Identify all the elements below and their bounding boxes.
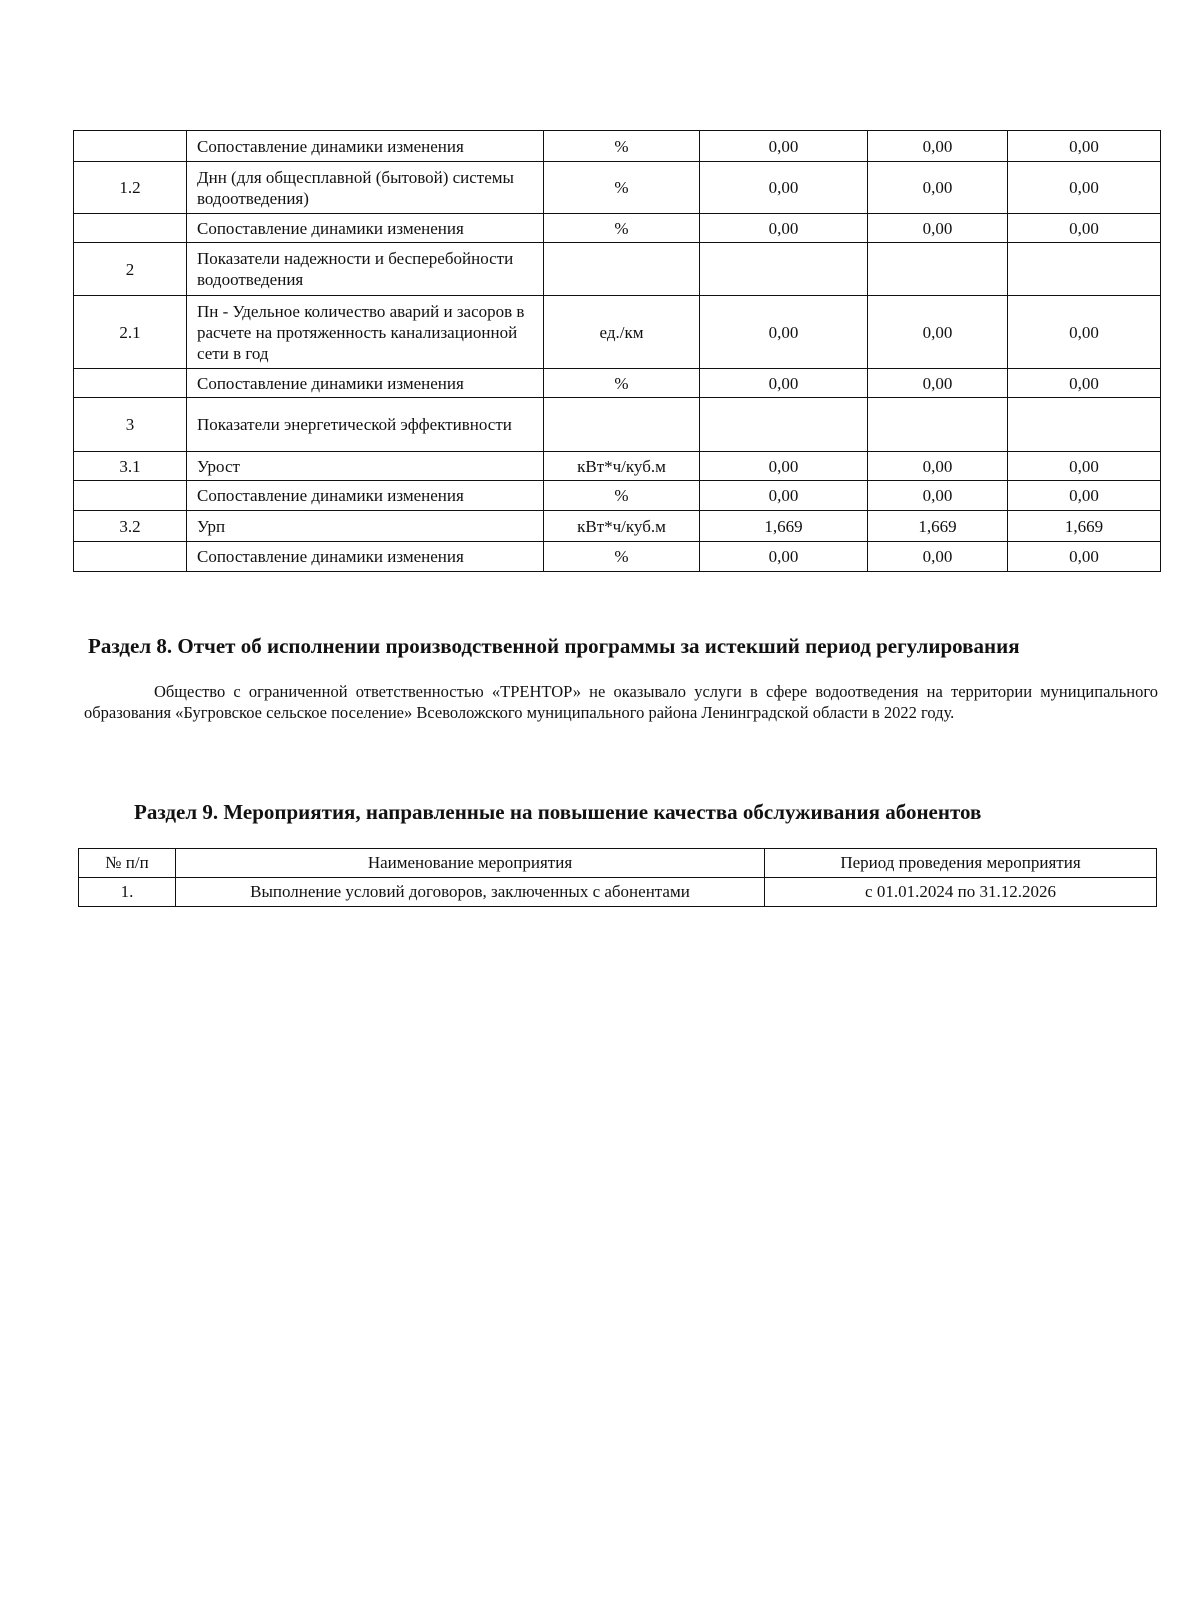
indicator-name: Сопоставление динамики изменения: [187, 369, 544, 398]
row-number: [74, 131, 187, 162]
value-cell: 0,00: [700, 542, 868, 572]
unit-cell: [544, 398, 700, 452]
table-row: [79, 878, 1157, 907]
table-row: [74, 452, 1161, 481]
unit-cell: %: [544, 131, 700, 162]
value-cell: 0,00: [1008, 131, 1161, 162]
value-cell: 0,00: [1008, 162, 1161, 214]
row-number: 2.1: [74, 296, 187, 369]
value-cell: 0,00: [868, 214, 1008, 243]
unit-cell: %: [544, 214, 700, 243]
table-row: [74, 481, 1161, 511]
value-cell: 1,669: [868, 511, 1008, 542]
table-row: [74, 296, 1161, 369]
row-number: [74, 481, 187, 511]
indicator-name: Показатели надежности и бесперебойности водоотведения: [187, 243, 544, 296]
value-cell: 0,00: [700, 369, 868, 398]
unit-cell: кВт*ч/куб.м: [544, 452, 700, 481]
value-cell: 0,00: [700, 481, 868, 511]
table-row: [74, 542, 1161, 572]
value-cell: 1,669: [1008, 511, 1161, 542]
value-cell: 0,00: [868, 542, 1008, 572]
value-cell: 0,00: [700, 452, 868, 481]
value-cell: 0,00: [868, 369, 1008, 398]
value-cell: [700, 243, 868, 296]
section-8-text: Общество с ограниченной ответственностью «ТРЕНТОР» не оказывало услуги в сфере водоотведения на территории муниципального образования «Бугровское сельское поселение» Всеволожского муниципального района Ленинградской области в 2022 году.: [84, 682, 1158, 722]
indicator-name: Сопоставление динамики изменения: [187, 214, 544, 243]
table-row: [74, 131, 1161, 162]
table-header-row: [79, 849, 1157, 878]
value-cell: 0,00: [1008, 369, 1161, 398]
value-cell: 0,00: [1008, 542, 1161, 572]
events-table: [78, 848, 1157, 907]
row-number: 3.1: [74, 452, 187, 481]
indicator-name: Сопоставление динамики изменения: [187, 481, 544, 511]
indicator-name: Сопоставление динамики изменения: [187, 542, 544, 572]
value-cell: 0,00: [868, 481, 1008, 511]
indicator-name: Пн - Удельное количество аварий и засоров в расчете на протяженность канализационной сети в год: [187, 296, 544, 369]
indicator-name: Показатели энергетической эффективности: [187, 398, 544, 452]
row-number: 3.2: [74, 511, 187, 542]
column-header: Наименование мероприятия: [176, 849, 765, 878]
unit-cell: ед./км: [544, 296, 700, 369]
value-cell: [868, 243, 1008, 296]
row-number: 3: [74, 398, 187, 452]
section-8-heading: Раздел 8. Отчет об исполнении производственной программы за истекший период регулирования: [88, 634, 1020, 658]
unit-cell: [544, 243, 700, 296]
value-cell: 0,00: [700, 131, 868, 162]
value-cell: 0,00: [868, 452, 1008, 481]
row-number: 2: [74, 243, 187, 296]
value-cell: 0,00: [868, 131, 1008, 162]
value-cell: 0,00: [1008, 452, 1161, 481]
unit-cell: %: [544, 481, 700, 511]
indicator-name: Урост: [187, 452, 544, 481]
value-cell: [868, 398, 1008, 452]
value-cell: 0,00: [868, 162, 1008, 214]
row-number: [74, 542, 187, 572]
event-name: Выполнение условий договоров, заключенных с абонентами: [176, 878, 765, 907]
value-cell: 0,00: [700, 162, 868, 214]
table-row: [74, 162, 1161, 214]
unit-cell: %: [544, 542, 700, 572]
value-cell: 0,00: [700, 214, 868, 243]
indicators-table: [73, 130, 1161, 572]
indicator-name: Урп: [187, 511, 544, 542]
unit-cell: %: [544, 162, 700, 214]
column-header: Период проведения мероприятия: [765, 849, 1157, 878]
indicator-name: Сопоставление динамики изменения: [187, 131, 544, 162]
value-cell: [1008, 243, 1161, 296]
value-cell: 0,00: [1008, 296, 1161, 369]
event-period: с 01.01.2024 по 31.12.2026: [765, 878, 1157, 907]
table-row: [74, 243, 1161, 296]
section-9-heading: Раздел 9. Мероприятия, направленные на повышение качества обслуживания абонентов: [134, 800, 982, 824]
value-cell: 0,00: [1008, 214, 1161, 243]
value-cell: 1,669: [700, 511, 868, 542]
unit-cell: кВт*ч/куб.м: [544, 511, 700, 542]
value-cell: 0,00: [1008, 481, 1161, 511]
value-cell: 0,00: [700, 296, 868, 369]
row-number: [74, 369, 187, 398]
value-cell: [1008, 398, 1161, 452]
table-row: [74, 369, 1161, 398]
value-cell: [700, 398, 868, 452]
row-number: 1.: [79, 878, 176, 907]
table-row: [74, 398, 1161, 452]
column-header: № п/п: [79, 849, 176, 878]
value-cell: 0,00: [868, 296, 1008, 369]
table-row: [74, 511, 1161, 542]
table-row: [74, 214, 1161, 243]
indicator-name: Днн (для общесплавной (бытовой) системы водоотведения): [187, 162, 544, 214]
unit-cell: %: [544, 369, 700, 398]
row-number: [74, 214, 187, 243]
row-number: 1.2: [74, 162, 187, 214]
